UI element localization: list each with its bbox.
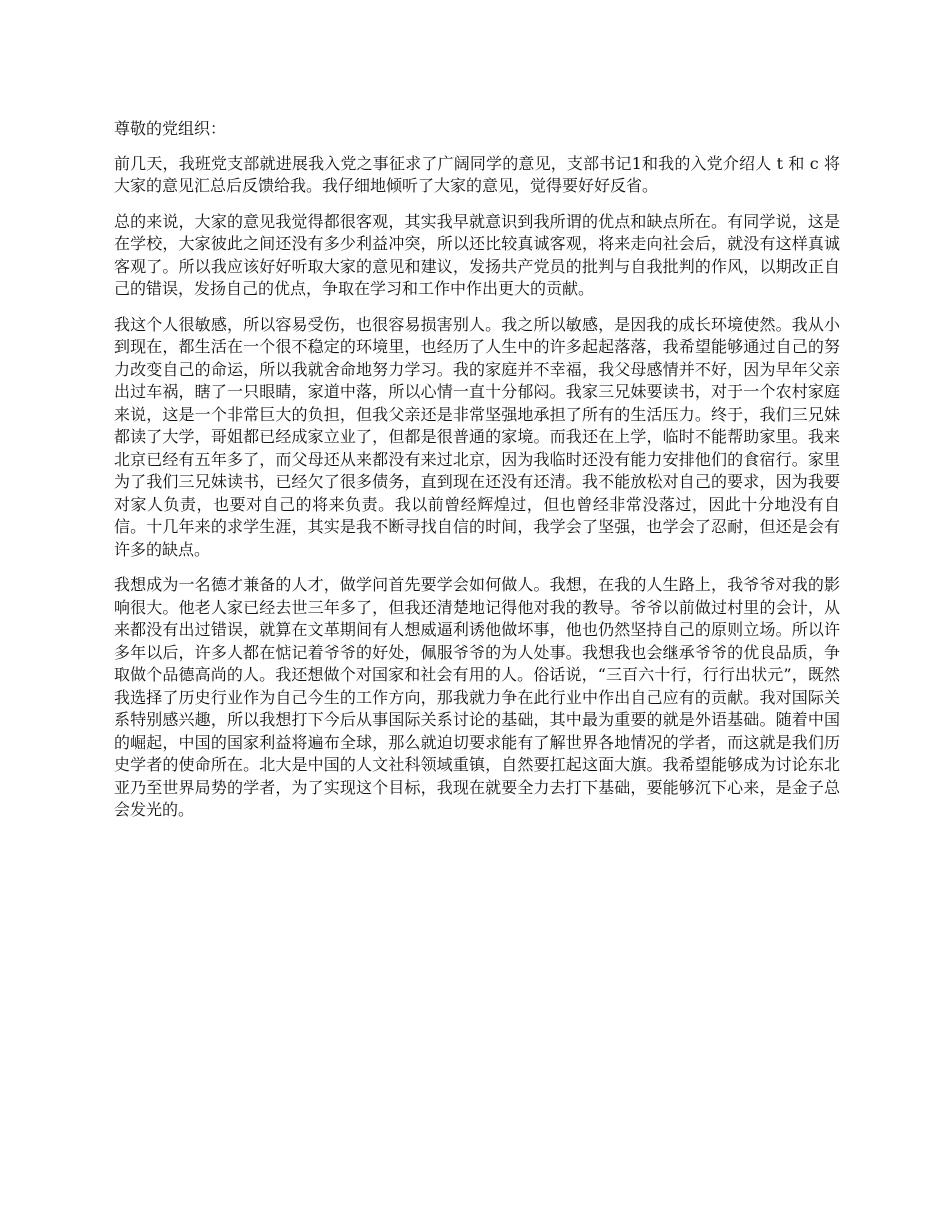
paragraph-feedback: 前几天，我班党支部就进展我入党之事征求了广阔同学的意见，支部书记1和我的入党介绍人 t 和 c 将大家的意见汇总后反馈给我。我仔细地倾听了大家的意见，觉得要好好反省。 [114, 153, 840, 195]
salutation: 尊敬的党组织： [114, 119, 227, 138]
paragraph-goals: 我想成为一名德才兼备的人才，做学问首先要学会如何做人。我想，在我的人生路上，我爷爷对我的影响很大。他老人家已经去世三年多了，但我还清楚地记得他对我的教导。爷爷以前做过村里的会计，从来都没有出过错误，就算在文革期间有人想威逼利诱他做坏事，他也仍然坚持自己的原则立场。所以许多年以后，许多人都在惦记着爷爷的好处，佩服爷爷的为人处事。我想我也会继承爷爷的优良品质，争取做个品德高尚的人。我还想做个对国家和社会有用的人。俗话说，“三百六十行，行行出状元”，既然我选择了历史行业作为自己今生的工作方向，那我就力争在此行业中作出自己应有的贡献。我对国际关系特别感兴趣，所以我想打下今后从事国际关系讨论的基础，其中最为重要的就是外语基础。随着中国的崛起，中国的国家利益将遍布全球，那么就迫切要求能有了解世界各地情况的学者，而这就是我们历史学者的使命所在。北大是中国的人文社科领域重镇，自然要扛起这面大旗。我希望能够成为讨论东北亚乃至世界局势的学者，为了实现这个目标，我现在就要全力去打下基础，要能够沉下心来，是金子总会发光的。 [114, 575, 840, 819]
paragraph-self-assessment: 总的来说，大家的意见我觉得都很客观，其实我早就意识到我所谓的优点和缺点所在。有同学说，这是在学校，大家彼此之间还没有多少利益冲突，所以还比较真诚客观，将来走向社会后，就没有这样真诚客观了。所以我应该好好听取大家的意见和建议，发扬共产党员的批判与自我批判的作风，以期改正自己的错误，发扬自己的优点，争取在学习和工作中作出更大的贡献。 [114, 211, 840, 298]
document-page [114, 118, 840, 835]
paragraph-personal-background: 我这个人很敏感，所以容易受伤，也很容易损害别人。我之所以敏感，是因我的成长环境使然。我从小到现在，都生活在一个很不稳定的环境里，也经历了人生中的许多起起落落，我希望能够通过自己的努力改变自己的命运，所以我就舍命地努力学习。我的家庭并不幸福，我父母感情并不好，因为早年父亲出过车祸，瞎了一只眼睛，家道中落，所以心情一直十分郁闷。我家三兄妹要读书，对于一个农村家庭来说，这是一个非常巨大的负担，但我父亲还是非常坚强地承担了所有的生活压力。终于，我们三兄妹都读了大学，哥姐都已经成家立业了，但都是很普通的家境。而我还在上学，临时不能帮助家里。我来北京已经有五年多了，而父母还从来都没有来过北京，因为我临时还没有能力安排他们的食宿行。家里为了我们三兄妹读书，已经欠了很多债务，直到现在还没有还清。我不能放松对自己的要求，因为我要对家人负责，也要对自己的将来负责。我以前曾经辉煌过，但也曾经非常没落过，因此十分地没有自信。十几年来的求学生涯，其实是我不断寻找自信的时间，我学会了坚强，也学会了忍耐，但还是会有许多的缺点。 [114, 314, 840, 559]
